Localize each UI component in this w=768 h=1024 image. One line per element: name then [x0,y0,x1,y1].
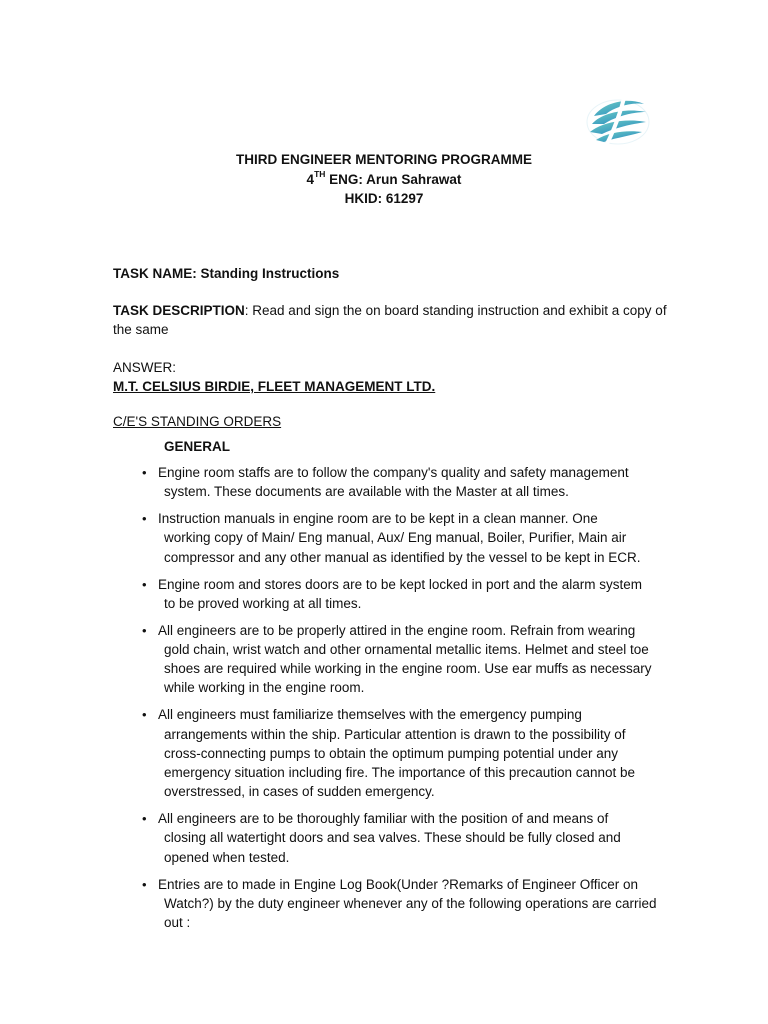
list-item-continuation: arrangements within the ship. Particular attention is drawn to the possibility of cross-connecting pumps to obtain the optimum pumping potential under any emergency situation including fire. The importance of this precaution cannot be overstressed, in cases of sudden emergency. [164,726,636,800]
list-item-continuation: Watch?) by the duty engineer whenever any of the following operations are carried out : [164,895,657,931]
document-header [0,150,768,209]
task-description-value: Read and sign the on board standing instruction and exhibit a copy of the same [113,303,667,337]
bullet-icon: • [142,511,147,527]
programme-title: THIRD ENGINEER MENTORING PROGRAMME [235,152,532,167]
bullet-icon: • [142,707,147,723]
list-item [140,809,660,867]
hkid-line: HKID: 61297 [344,191,424,206]
list-item [140,875,660,933]
general-section-heading: GENERAL [164,439,231,454]
list-item [140,463,660,501]
bullet-icon: • [142,465,147,480]
engineer-rank-name [0,170,768,190]
vessel-title: M.T. CELSIUS BIRDIE, FLEET MANAGEMENT LTD. [113,379,436,394]
list-item-first-line: Entries are to made in Engine Log Book(Under ?Remarks of Engineer Officer on [158,876,639,892]
bullet-icon: • [142,622,147,638]
list-item-continuation: system. These documents are available with the Master at all times. [164,484,569,500]
list-item-first-line: Instruction manuals in engine room are to be kept in a clean manner. One [158,511,598,527]
bullet-icon: • [142,876,147,892]
task-description-colon: : [244,303,249,318]
task-name-value: Standing Instructions [196,266,340,281]
list-item-first-line: All engineers are to be thoroughly familiar with the position of and means of [158,811,609,827]
standing-orders-title: C/E'S STANDING ORDERS [113,414,282,429]
company-logo-icon [584,94,654,150]
rank-superscript: TH [314,169,326,179]
task-description-label: TASK DESCRIPTION [113,303,245,318]
list-item [140,575,660,613]
list-item [140,621,660,698]
rank-number: 4 [306,171,315,187]
list-item-first-line: All engineers must familiarize themselves with the emergency pumping [158,707,582,723]
list-item-first-line: Engine room and stores doors are to be kept locked in port and the alarm system [158,576,643,592]
task-name-label: TASK NAME: [113,266,197,281]
answer-label: ANSWER: [113,360,177,375]
task-name-line [113,264,673,283]
bullet-icon: • [142,811,147,827]
task-description-paragraph [113,301,673,339]
list-item-first-line: All engineers are to be properly attired in the engine room. Refrain from wearing [158,622,636,638]
list-item-continuation: gold chain, wrist watch and other ornamental metallic items. Helmet and steel toe shoes are required while working in the engine room. Use ear muffs as necessary while working in the engine room. [164,642,652,696]
standing-orders-list [140,463,660,940]
list-item-continuation: closing all watertight doors and sea valves. These should be fully closed and opened when tested. [164,830,621,865]
rank-rest: ENG: Arun Sahrawat [325,171,462,187]
list-item-continuation: working copy of Main/ Eng manual, Aux/ Eng manual, Boiler, Purifier, Main air compressor and any other manual as identified by the vessel to be kept in ECR. [164,530,641,565]
list-item [140,509,660,567]
list-item-first-line: Engine room staffs are to follow the company's quality and safety management [158,465,629,480]
list-item [140,705,660,801]
bullet-icon: • [142,576,147,592]
list-item-continuation: to be proved working at all times. [164,595,362,611]
